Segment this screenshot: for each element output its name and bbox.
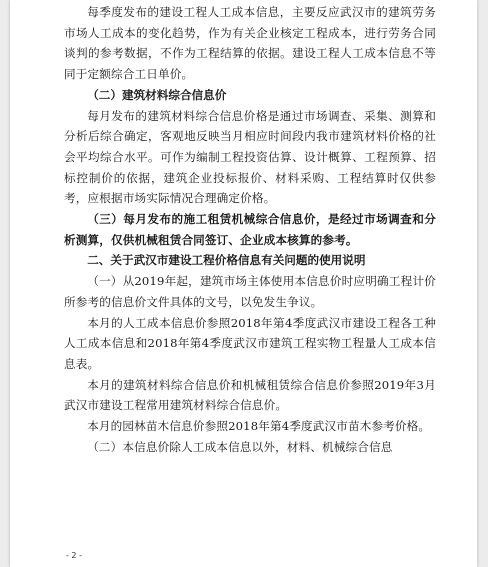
- paragraph-note-one: （一）从2019年起，建筑市场主体使用本信息价时应明确工程计价所参考的信息价文件具体的文号，以免发生争议。: [64, 274, 436, 309]
- paragraph-machinery-leasing: （三）每月发布的施工租赁机械综合信息价，是经过市场调查和分析测算，仅供机械租赁合同签订、企业成本核算的参考。: [64, 212, 436, 247]
- page-content: [64, 2, 436, 457]
- paragraph-materials-price: 每月发布的建筑材料综合信息价格是通过市场调查、采集、测算和分析后综合确定，客观地反映当月相应时间段内我市建筑材料价格的社会平均综合水平。可作为编制工程投资估算、设计概算、工程预算、招标控制价的依据，建筑企业投标报价、材料采购、工程结算时仅供参考，应根据市场实际情况合理确定价格。: [64, 108, 436, 206]
- heading-building-materials: （二）建筑材料综合信息价: [87, 87, 227, 102]
- paragraph-materials-reference: 本月的建筑材料综合信息价和机械租赁综合信息价参照2019年3月武汉市建设工程常用建筑材料综合信息价。: [64, 377, 436, 413]
- page-number: - 2 -: [66, 551, 82, 560]
- document-page: [10, 0, 477, 567]
- paragraph-note-two: （二）本信息价除人工成本信息以外，材料、机械综合信息: [87, 439, 393, 454]
- paragraph-labor-reference: 本月的人工成本信息价参照2018年第4季度武汉市建设工程各工种人工成本信息和2018年第4季度武汉市建筑工程实物工程量人工成本信息表。: [64, 315, 436, 371]
- paragraph-labor-cost: 每季度发布的建设工程人工成本信息，主要反应武汉市的建筑劳务市场人工成本的变化趋势，作为有关企业核定工程成本，进行劳务合同谈判的参考数据，不作为工程结算的依据。建设工程人工成本信息不等同于定额综合工日单价。: [64, 5, 436, 82]
- paragraph-nursery-reference: 本月的园林苗木信息价参照2018年第4季度武汉市苗木参考价格。: [87, 419, 431, 434]
- heading-usage-notes: 二、关于武汉市建设工程价格信息有关问题的使用说明: [87, 253, 366, 268]
